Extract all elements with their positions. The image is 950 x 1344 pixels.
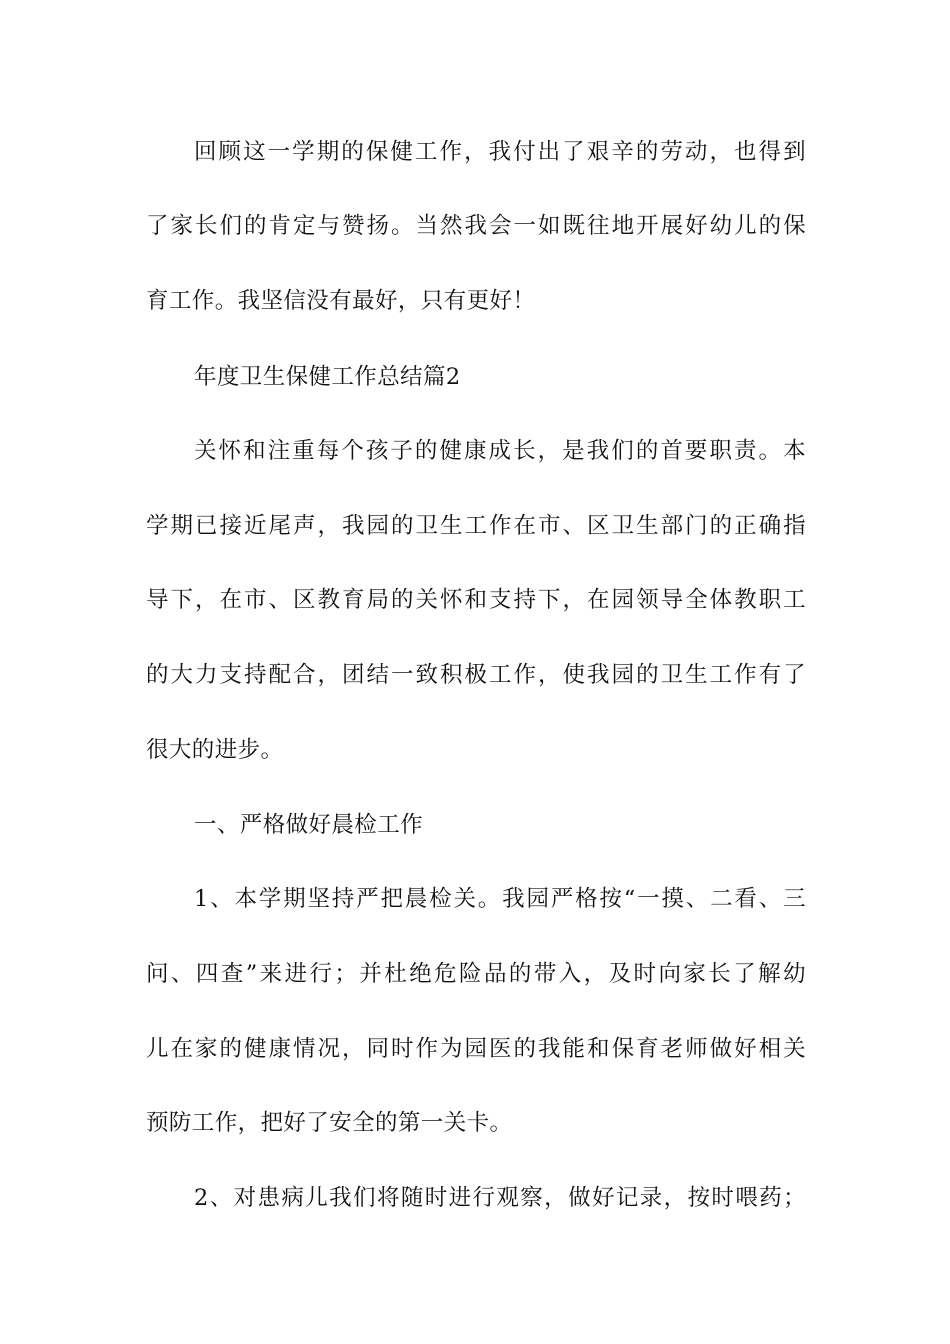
- paragraph-2-line-3: 导下，在市、区教育局的关怀和支持下，在园领导全体教职工: [146, 587, 806, 613]
- paragraph-1-line-1: 回顾这一学期的保健工作，我付出了艰辛的劳动，也得到: [194, 139, 806, 165]
- paragraph-1-line-2: 了家长们的肯定与赞扬。当然我会一如既往地开展好幼儿的保: [146, 213, 806, 239]
- paragraph-1-line-3: 育工作。我坚信没有最好，只有更好！: [146, 288, 536, 314]
- item-1-line-4: 预防工作，把好了安全的第一关卡。: [146, 1110, 513, 1136]
- section-heading: 年度卫生保健工作总结篇2: [194, 364, 461, 390]
- item-2-line-1: 2、对患病儿我们将随时进行观察，做好记录，按时喂药；: [194, 1185, 806, 1211]
- paragraph-2-line-4: 的大力支持配合，团结一致积极工作，使我园的卫生工作有了: [146, 662, 806, 688]
- item-1-line-1: 1、本学期坚持严把晨检关。我园严格按“一摸、二看、三: [194, 886, 806, 912]
- paragraph-2-line-5: 很大的进步。: [146, 737, 284, 763]
- item-1-line-2: 问、四查”来进行；并杜绝危险品的带入，及时向家长了解幼: [146, 961, 806, 987]
- subheading-1: 一、严格做好晨检工作: [194, 812, 424, 838]
- item-1-line-3: 儿在家的健康情况，同时作为园医的我能和保育老师做好相关: [146, 1036, 806, 1062]
- paragraph-2-line-2: 学期已接近尾声，我园的卫生工作在市、区卫生部门的正确指: [146, 513, 806, 539]
- paragraph-2-line-1: 关怀和注重每个孩子的健康成长，是我们的首要职责。本: [194, 438, 806, 464]
